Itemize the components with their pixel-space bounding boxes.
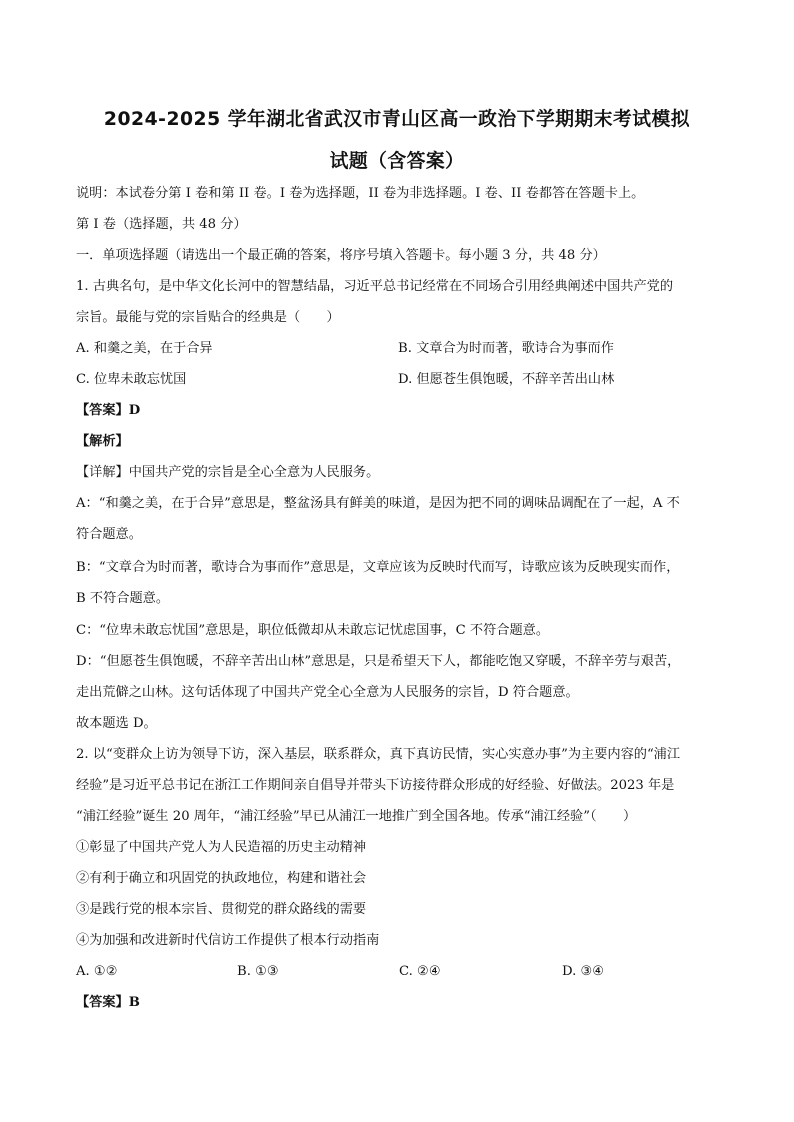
document-title-line2: 试题（含答案） [329, 151, 465, 172]
q2-item-1: ①彰显了中国共产党人为人民造福的历史主动精神 [76, 840, 367, 855]
q1-explanation-a-line2: 符合题意。 [76, 527, 142, 542]
document-title-line1: 2024-2025 学年湖北省武汉市青山区高一政治下学期期末考试模拟 [103, 109, 691, 130]
q1-answer: 【答案】D [76, 403, 141, 418]
q1-explanation-d-line2: 走出荒僻之山林。这句话体现了中国共产党全心全意为人民服务的宗旨，D 符合题意。 [76, 685, 579, 700]
q1-explanation-c: C：“位卑未敢忘忧国”意思是，职位低微却从未敢忘记忧虑国事，C 不符合题意。 [76, 623, 550, 638]
q2-option-a: A. ①② [76, 964, 118, 979]
q1-explanation-d-line1: D：“但愿苍生俱饱暖，不辞辛苦出山林”意思是，只是希望天下人，都能吃饱又穿暖，不辞辛劳与艰苦， [76, 654, 681, 669]
q2-item-2: ②有利于确立和巩固党的执政地位，构建和谐社会 [76, 871, 367, 886]
q1-analysis-label: 【解析】 [76, 434, 129, 449]
q1-explanation-b-line1: B：“文章合为时而著，歌诗合为事而作”意思是，文章应该为反映时代而写，诗歌应该为反映现实而作， [76, 560, 680, 575]
q2-answer: 【答案】B [76, 995, 140, 1010]
q1-stem-line2: 宗旨。最能与党的宗旨贴合的经典是（ ） [76, 310, 340, 325]
q2-option-c: C. ②④ [399, 964, 441, 979]
q1-explanation-a-line1: A：“和羹之美，在于合异”意思是，整盆汤具有鲜美的味道，是因为把不同的调味品调配在了一起，A 不 [76, 496, 680, 511]
instructions: 说明：本试卷分第 I 卷和第 II 卷。I 卷为选择题，II 卷为非选择题。I 卷、II 卷都答在答题卡上。 [76, 186, 645, 201]
section1-header: 一．单项选择题（请选出一个最正确的答案，将序号填入答题卡。每小题 3 分，共 48 分） [76, 248, 606, 263]
q1-stem-line1: 1. 古典名句，是中华文化长河中的智慧结晶，习近平总书记经常在不同场合引用经典阐述中国共产党的 [76, 279, 674, 294]
q2-option-b: B. ①③ [237, 964, 279, 979]
q2-stem-line3: “浦江经验”诞生 20 周年，“浦江经验”早已从浦江一地推广到全国各地。传承“浦江经验”（ ） [76, 809, 637, 824]
q1-option-d: D. 但愿苍生俱饱暖，不辞辛苦出山林 [398, 372, 615, 387]
q1-explanation-b-line2: B 不符合题意。 [76, 591, 170, 606]
q2-item-3: ③是践行党的根本宗旨、贯彻党的群众路线的需要 [76, 902, 367, 917]
q1-conclusion: 故本题选 D。 [76, 716, 157, 731]
q2-stem-line2: 经验”是习近平总书记在浙江工作期间亲自倡导并带头下访接待群众形成的好经验、好做法。2023 年是 [76, 778, 675, 793]
q2-item-4: ④为加强和改进新时代信访工作提供了根本行动指南 [76, 933, 380, 948]
part1-header: 第 I 卷（选择题，共 48 分） [76, 217, 247, 232]
q1-option-c: C. 位卑未敢忘忧国 [76, 372, 187, 387]
q1-option-a: A. 和羹之美，在于合异 [76, 341, 213, 356]
q1-option-b: B. 文章合为时而著，歌诗合为事而作 [398, 341, 614, 356]
q2-stem-line1: 2. 以“变群众上访为领导下访，深入基层，联系群众，真下真访民情，实心实意办事”为主要内容的“浦江 [76, 747, 681, 762]
q2-option-d: D. ③④ [562, 964, 605, 979]
q1-detail: 【详解】中国共产党的宗旨是全心全意为人民服务。 [76, 465, 380, 480]
